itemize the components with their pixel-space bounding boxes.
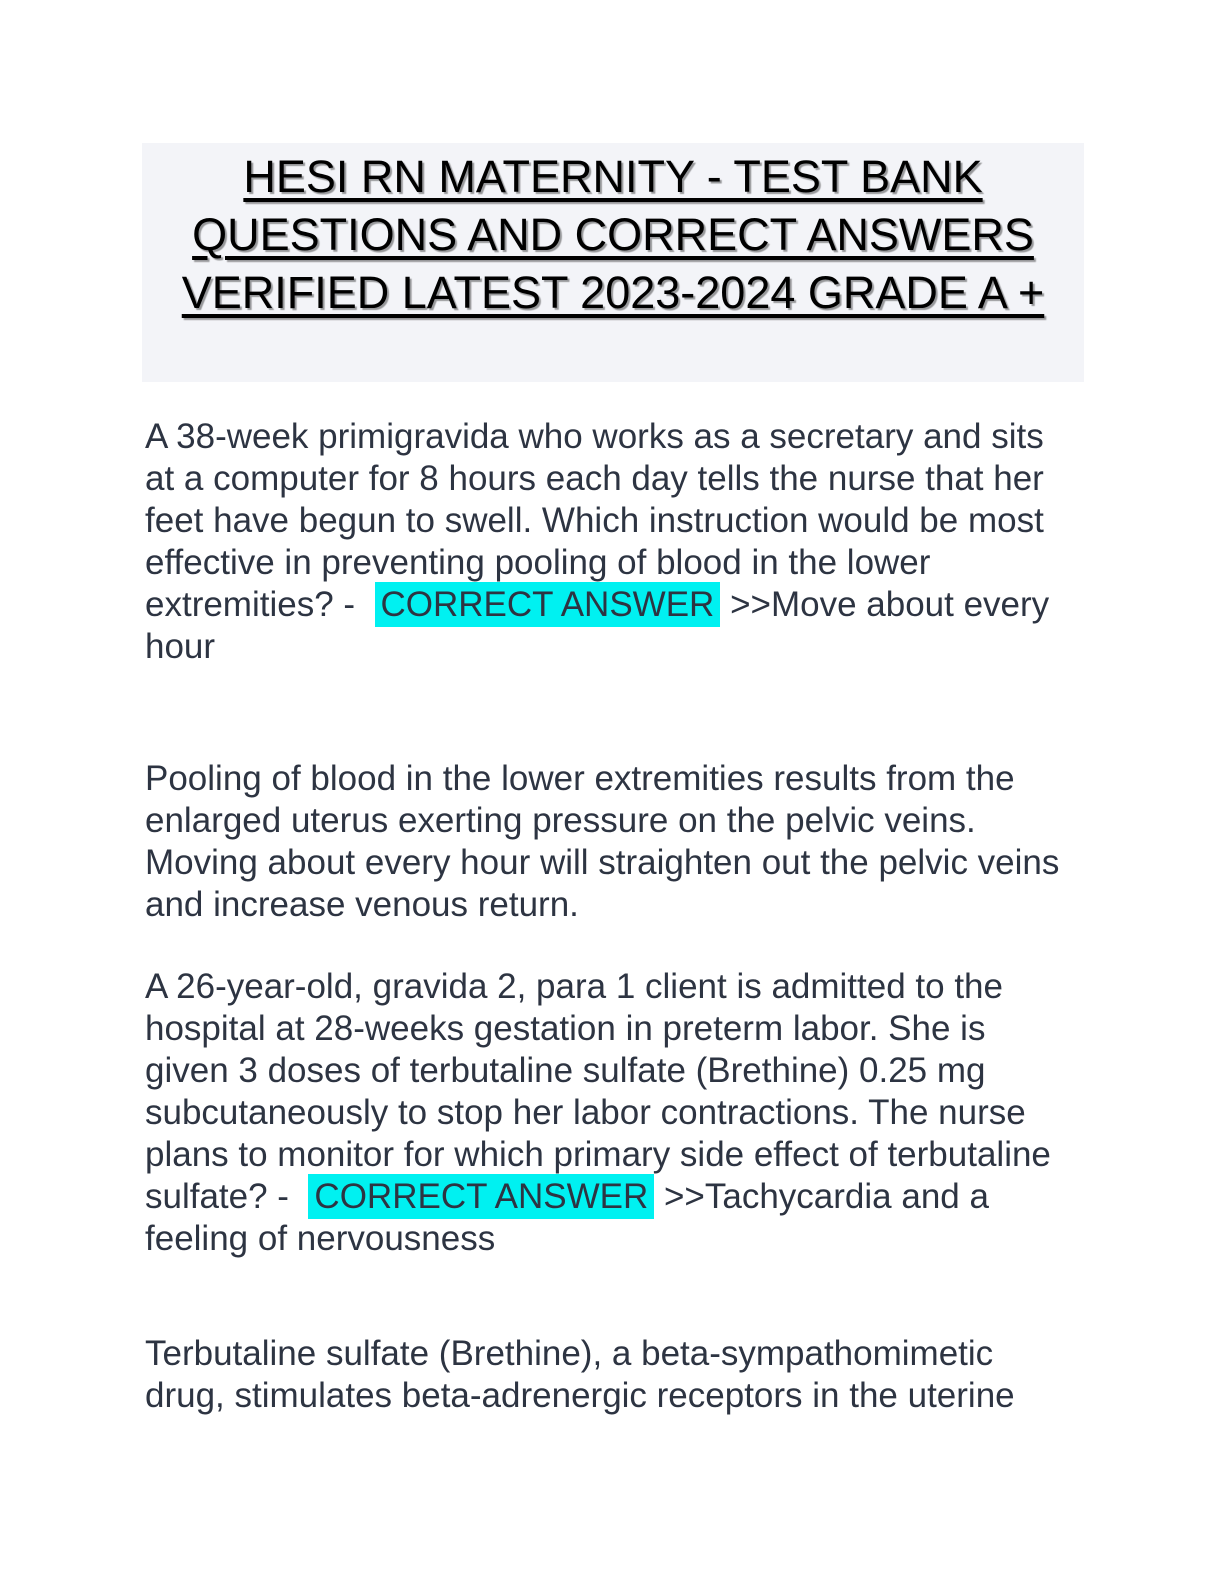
rationale-paragraph-1 — [145, 758, 1069, 926]
document-title-line-3: VERIFIED LATEST 2023-2024 GRADE A + — [181, 267, 1045, 318]
document-body — [145, 416, 1069, 1417]
rationale-2-text: Terbutaline sulfate (Brethine), a beta-sympathomimetic drug, stimulates beta-adrenergic receptors in the uterine — [145, 1334, 1015, 1415]
answer-1-text: >>Move about every hour — [145, 585, 1059, 666]
question-2-text: A 26-year-old, gravida 2, para 1 client is admitted to the hospital at 28-weeks gestation in preterm labor. She is given 3 doses of terbutaline sulfate (Brethine) 0.25 mg subcutaneously to stop her labor contractions. The nurse plans to monitor for which primary side effect of terbutaline sulfate? - — [145, 967, 1061, 1216]
document-title-line-2: QUESTIONS AND CORRECT ANSWERS — [192, 209, 1034, 260]
title-block — [142, 143, 1084, 382]
document-title-line-1: HESI RN MATERNITY - TEST BANK — [243, 151, 983, 202]
rationale-1-text: Pooling of blood in the lower extremities results from the enlarged uterus exerting pressure on the pelvic veins. Moving about every hour will straighten out the pelvic veins and increase venous return. — [145, 759, 1070, 924]
question-1-text: A 38-week primigravida who works as a secretary and sits at a computer for 8 hours each day tells the nurse that her feet have begun to swell. Which instruction would be most effective in preventing pooling of blood in the lower extremities? - — [145, 417, 1054, 624]
answer-2-text: >>Tachycardia and a feeling of nervousness — [145, 1177, 999, 1258]
correct-answer-highlight-2: CORRECT ANSWER — [308, 1174, 654, 1219]
correct-answer-highlight-1: CORRECT ANSWER — [375, 582, 721, 627]
question-paragraph-1 — [145, 416, 1069, 668]
rationale-paragraph-2 — [145, 1333, 1069, 1417]
question-paragraph-2 — [145, 966, 1069, 1260]
